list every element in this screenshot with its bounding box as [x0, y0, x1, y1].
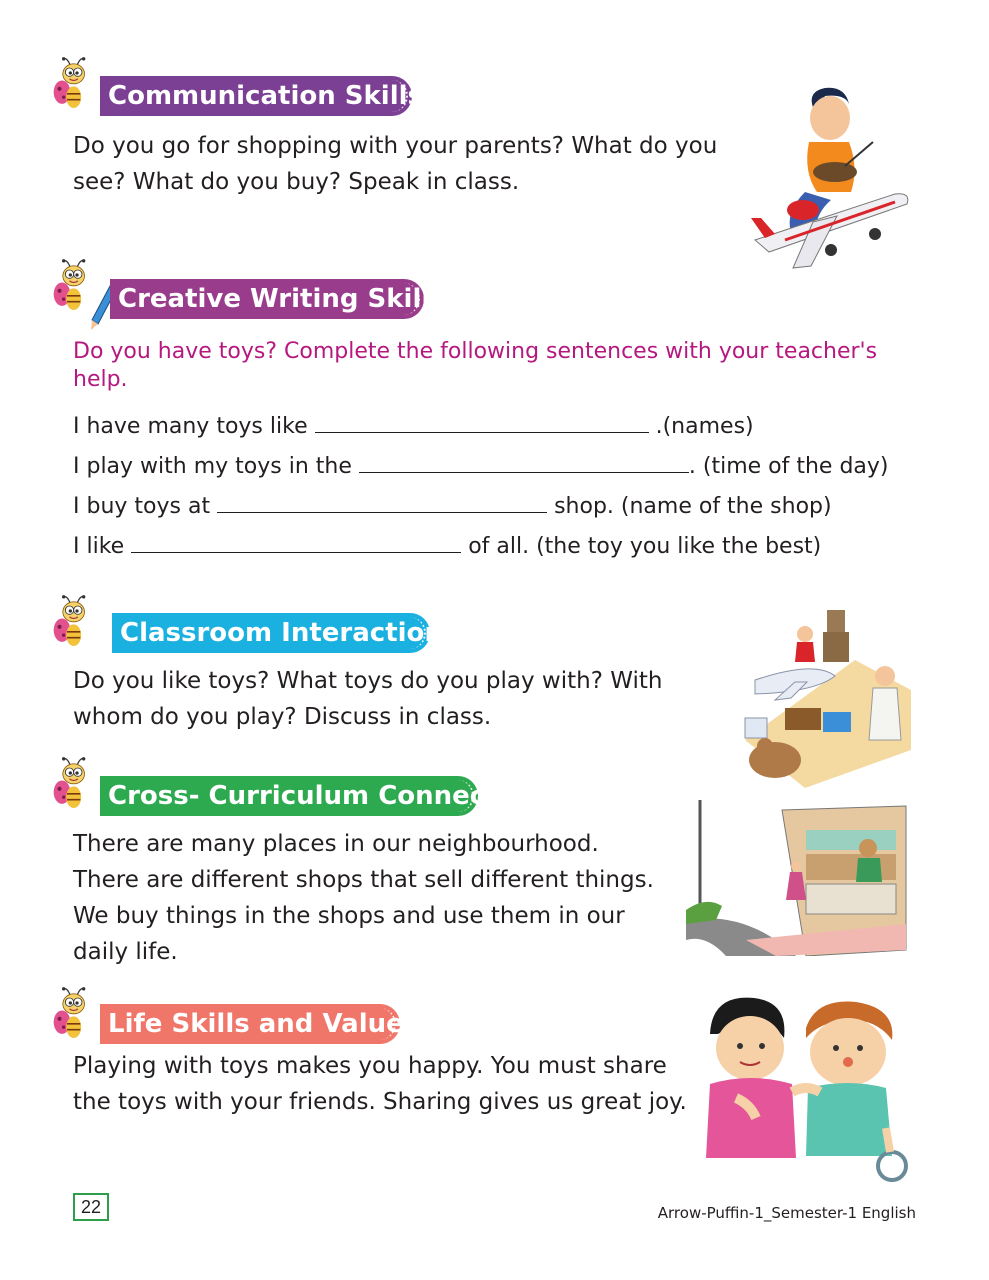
section-heading: Life Skills and Values [100, 1004, 400, 1044]
bee-mascot-icon [52, 590, 102, 652]
page-number: 22 [73, 1193, 109, 1221]
section-heading: Classroom Interaction [112, 613, 430, 653]
section-heading: Creative Writing Skills [110, 279, 424, 319]
boy-with-toy-airplane-illustration [745, 82, 911, 272]
section-text: Playing with toys makes you happy. You must share the toys with your friends. Sharing gives us great joy. [73, 1053, 687, 1115]
answer-blank[interactable] [131, 530, 461, 553]
children-sharing-illustration [696, 988, 916, 1188]
fill-in-sentence: I buy toys at shop. (name of the shop) [73, 490, 832, 519]
instruction-text: Do you have toys? Complete the following sentences with your teacher's help. [73, 339, 878, 392]
book-title-footer: Arrow-Puffin-1_Semester-1 English [657, 1204, 916, 1222]
fill-in-sentence: I play with my toys in the . (time of the day) [73, 450, 889, 479]
section-text: Do you go for shopping with your parents? What do you see? What do you buy? Speak in class. [73, 133, 718, 195]
bee-mascot-icon [52, 52, 102, 114]
bee-mascot-icon [52, 982, 102, 1044]
fill-in-sentence: I like of all. (the toy you like the best) [73, 530, 821, 559]
answer-blank[interactable] [315, 410, 649, 433]
section-text: There are many places in our neighbourhood. There are different shops that sell different things. We buy things in the shops and use them in our daily life. [73, 831, 654, 965]
bee-mascot-icon [52, 752, 102, 814]
answer-blank[interactable] [359, 450, 689, 473]
fill-in-sentence: I have many toys like .(names) [73, 410, 754, 439]
section-text: Do you like toys? What toys do you play with? With whom do you play? Discuss in class. [73, 668, 663, 730]
section-heading: Cross- Curriculum Connect [100, 776, 478, 816]
answer-blank[interactable] [217, 490, 547, 513]
toy-shop-illustration [735, 600, 915, 788]
neighbourhood-shop-illustration [686, 800, 910, 956]
section-heading: Communication Skills [100, 76, 412, 116]
